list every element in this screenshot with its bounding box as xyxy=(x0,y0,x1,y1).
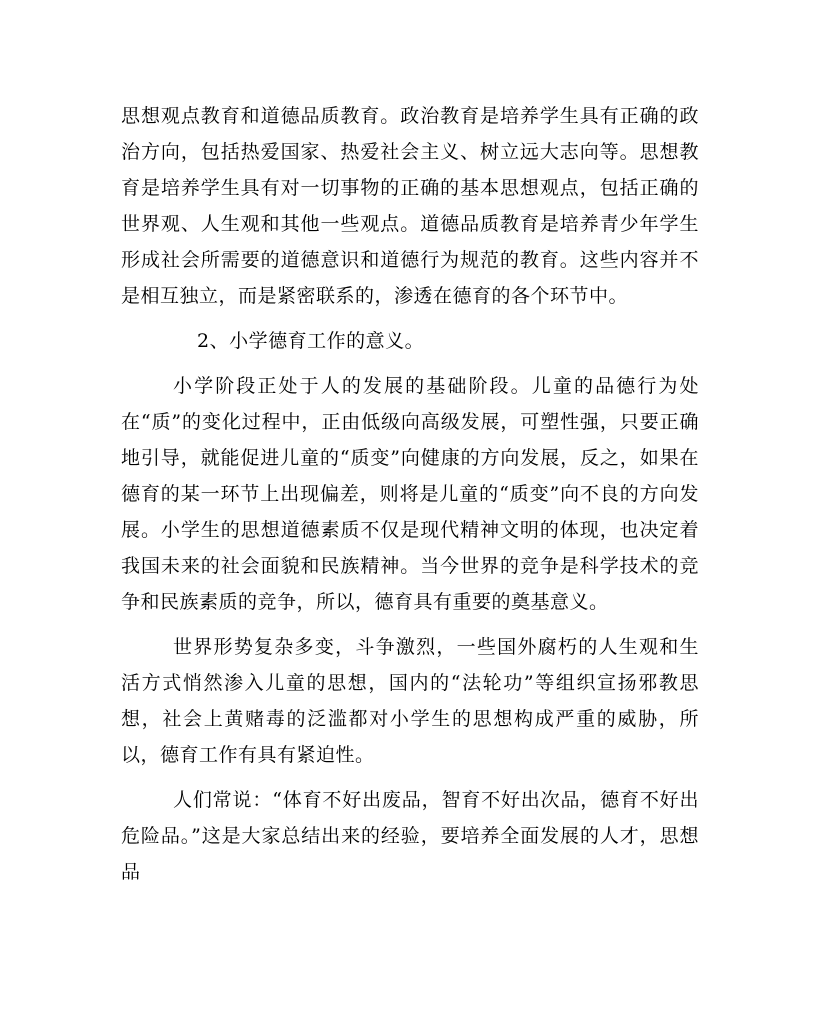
paragraph-world-situation: 世界形势复杂多变，斗争激烈，一些国外腐朽的人生观和生活方式悄然渗入儿童的思想，国内的“法轮功”等组织宣扬邪教思想，社会上黄赌毒的泛滥都对小学生的思想构成严重的威胁，所以，德育工作有具有紧迫性。 xyxy=(121,636,699,766)
paragraph-moral-education-content: 思想观点教育和道德品质教育。政治教育是培养学生具有正确的政治方向，包括热爱国家、热爱社会主义、树立远大志向等。思想教育是培养学生具有对一切事物的正确的基本思想观点，包括正确的世界观、人生观和其他一些观点。道德品质教育是培养青少年学生形成社会所需要的道德意识和道德行为规范的教育。这些内容并不是相互独立，而是紧密联系的，渗透在德育的各个环节中。 xyxy=(121,105,699,307)
section-heading-significance: 2、小学德育工作的意义。 xyxy=(197,330,425,352)
document-body xyxy=(121,98,699,890)
paragraph-common-saying: 人们常说：“体育不好出废品，智育不好出次品，德育不好出危险品。”这是大家总结出来的经验，要培养全面发展的人才，思想品 xyxy=(121,789,699,883)
paragraph-primary-stage: 小学阶段正处于人的发展的基础阶段。儿童的品德行为处在“质”的变化过程中，正由低级向高级发展，可塑性强，只要正确地引导，就能促进儿童的“质变”向健康的方向发展，反之，如果在德育的某一环节上出现偏差，则将是儿童的“质变”向不良的方向发展。小学生的思想道德素质不仅是现代精神文明的体现，也决定着我国未来的社会面貌和民族精神。当今世界的竞争是科学技术的竞争和民族素质的竞争，所以，德育具有重要的奠基意义。 xyxy=(121,375,699,613)
